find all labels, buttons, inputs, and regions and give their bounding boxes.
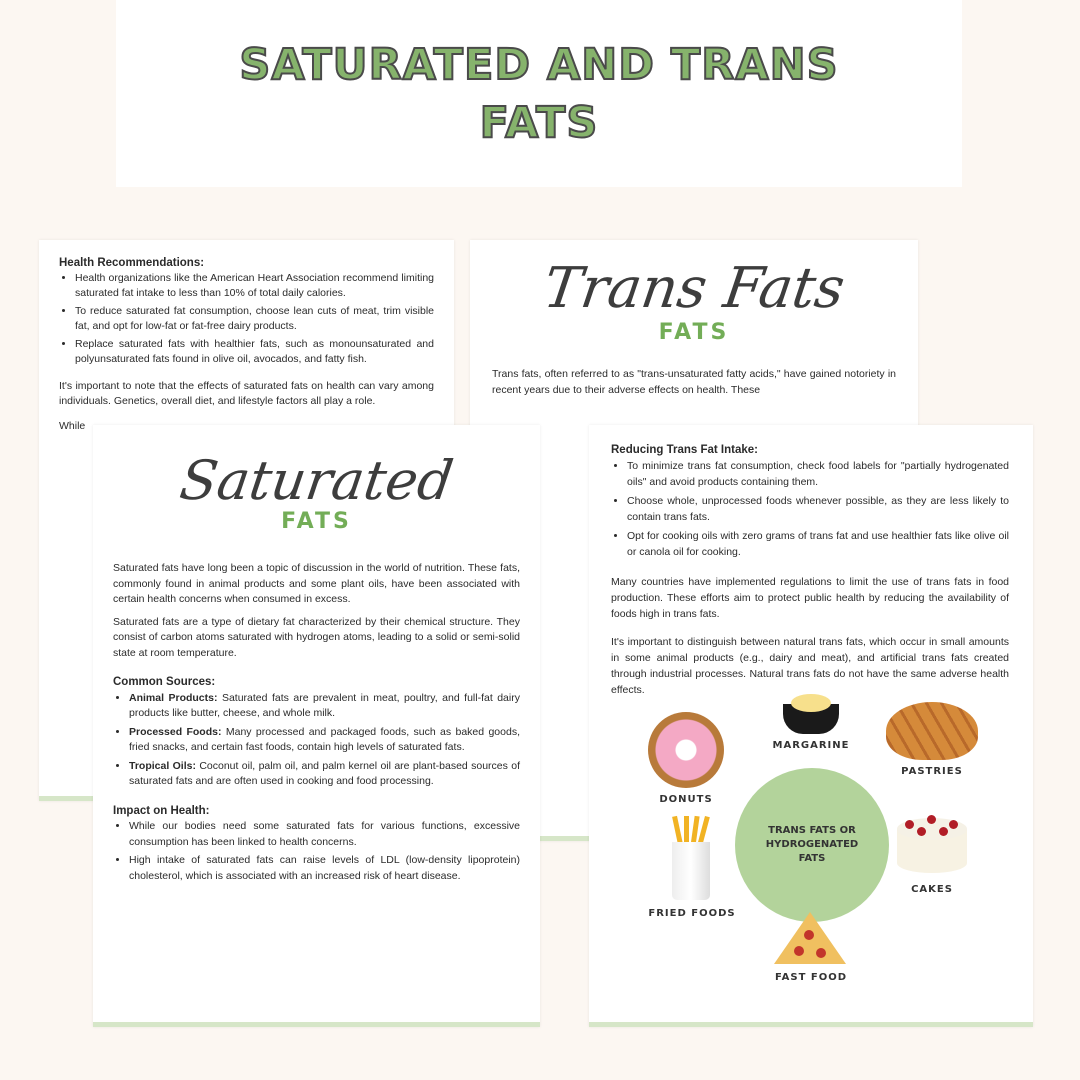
paragraph: While bbox=[59, 420, 86, 432]
reducing-heading: Reducing Trans Fat Intake: bbox=[611, 444, 758, 456]
list-item: • While our bodies need some saturated fats for various functions, excessive consumption has been linked to health concerns. bbox=[129, 819, 520, 850]
list-item: • Replace saturated fats with healthier fats, such as monounsaturated and polyunsaturated fats found in olive oil, avocados, and fatty fish. bbox=[75, 337, 434, 367]
list-item: • Tropical Oils: Coconut oil, palm oil, and palm kernel oil are plant-based sources of saturated fats and are often used in cooking and food processing. bbox=[129, 759, 520, 790]
list-item: • Health organizations like the American Heart Association recommend limiting saturated fat intake to less than 10% of total daily calories. bbox=[75, 271, 434, 301]
cake-icon bbox=[897, 818, 967, 878]
diagram-center-label: TRANS FATS OR HYDROGENATED FATS bbox=[765, 825, 859, 864]
saturated-subtitle: FATS bbox=[281, 509, 352, 534]
saturated-fats-page bbox=[93, 425, 540, 1027]
donuts-item bbox=[631, 712, 741, 808]
page-title: SATURATED AND TRANS FATS bbox=[239, 39, 839, 148]
health-recommendations-list bbox=[59, 271, 434, 367]
trans-fats-diagram bbox=[589, 702, 1033, 1002]
pastries-label: PASTRIES bbox=[901, 766, 963, 777]
common-sources-heading: Common Sources: bbox=[113, 676, 216, 688]
fried-foods-label: FRIED FOODS bbox=[648, 908, 736, 919]
title-banner bbox=[116, 0, 962, 187]
fried-foods-item bbox=[637, 816, 747, 922]
impact-list bbox=[113, 819, 520, 884]
reducing-trans-fat-page bbox=[589, 425, 1033, 1027]
paragraph: Many countries have implemented regulations to limit the use of trans fats in food production. These efforts aim to protect public health by reducing the availability of foods high in trans fats. bbox=[611, 576, 1009, 620]
saturated-script-title: Saturated bbox=[176, 449, 457, 512]
cakes-label: CAKES bbox=[911, 884, 953, 895]
list-item: • Choose whole, unprocessed foods whenever possible, as they are less likely to contain trans fats. bbox=[627, 493, 1009, 525]
donuts-label: DONUTS bbox=[659, 794, 713, 805]
list-item: • To reduce saturated fat consumption, choose lean cuts of meat, trim visible fat, and opt for low-fat or fat-free dairy products. bbox=[75, 304, 434, 334]
paragraph: Saturated fats have long been a topic of discussion in the world of nutrition. These fats, commonly found in animal products and some plant oils, have been associated with certain health concerns when consumed in excess. bbox=[113, 562, 520, 605]
pastries-item bbox=[877, 702, 987, 780]
impact-heading: Impact on Health: bbox=[113, 804, 210, 817]
diagram-center-circle bbox=[735, 768, 889, 922]
health-recommendations-heading: Health Recommendations: bbox=[59, 257, 205, 269]
paragraph: Saturated fats are a type of dietary fat characterized by their chemical structure. They consist of carbon atoms saturated with hydrogen atoms, leading to a solid or semi-solid state at room temperature. bbox=[113, 615, 520, 659]
common-sources-list bbox=[113, 691, 520, 790]
fast-food-item bbox=[756, 912, 866, 986]
list-item: • Opt for cooking oils with zero grams of trans fat and use healthier fats like olive oil or canola oil for cooking. bbox=[627, 528, 1009, 560]
margarine-icon bbox=[783, 690, 839, 734]
reducing-list bbox=[611, 458, 1009, 560]
fast-food-label: FAST FOOD bbox=[774, 972, 848, 983]
paragraph: It's important to note that the effects of saturated fats on health can vary among individuals. Genetics, overall diet, and lifestyle factors all play a role. bbox=[59, 380, 434, 407]
fries-icon bbox=[664, 816, 720, 902]
paragraph: It's important to distinguish between natural trans fats, which occur in small amounts in some animal products (e.g., dairy and meat), and artificial trans fats created through industrial processes. Natural trans fats do not have the same adverse health effects. bbox=[611, 636, 1009, 696]
trans-fats-subtitle: FATS bbox=[658, 320, 730, 345]
list-item: • To minimize trans fat consumption, check food labels for "partially hydrogenated oils" and avoid products containing them. bbox=[627, 458, 1009, 490]
margarine-label: MARGARINE bbox=[772, 740, 850, 751]
list-item: • Processed Foods: Many processed and packaged foods, such as baked goods, fried snacks, and certain fast foods, contain high levels of saturated fats. bbox=[129, 725, 520, 756]
donut-icon bbox=[648, 712, 724, 788]
margarine-item bbox=[756, 690, 866, 754]
trans-fats-intro: Trans fats, often referred to as "trans-unsaturated fatty acids," have gained notoriety in recent years due to their adverse effects on health. These bbox=[492, 368, 896, 396]
list-item: • Animal Products: Saturated fats are prevalent in meat, poultry, and full-fat dairy products like butter, cheese, and whole milk. bbox=[129, 691, 520, 722]
pizza-icon bbox=[774, 912, 848, 966]
croissant-icon bbox=[886, 702, 978, 760]
cakes-item bbox=[877, 818, 987, 898]
list-item: • High intake of saturated fats can raise levels of LDL (low-density lipoprotein) cholesterol, which is associated with an increased risk of heart disease. bbox=[129, 853, 520, 884]
trans-fats-script-title: Trans Fats bbox=[539, 256, 849, 321]
